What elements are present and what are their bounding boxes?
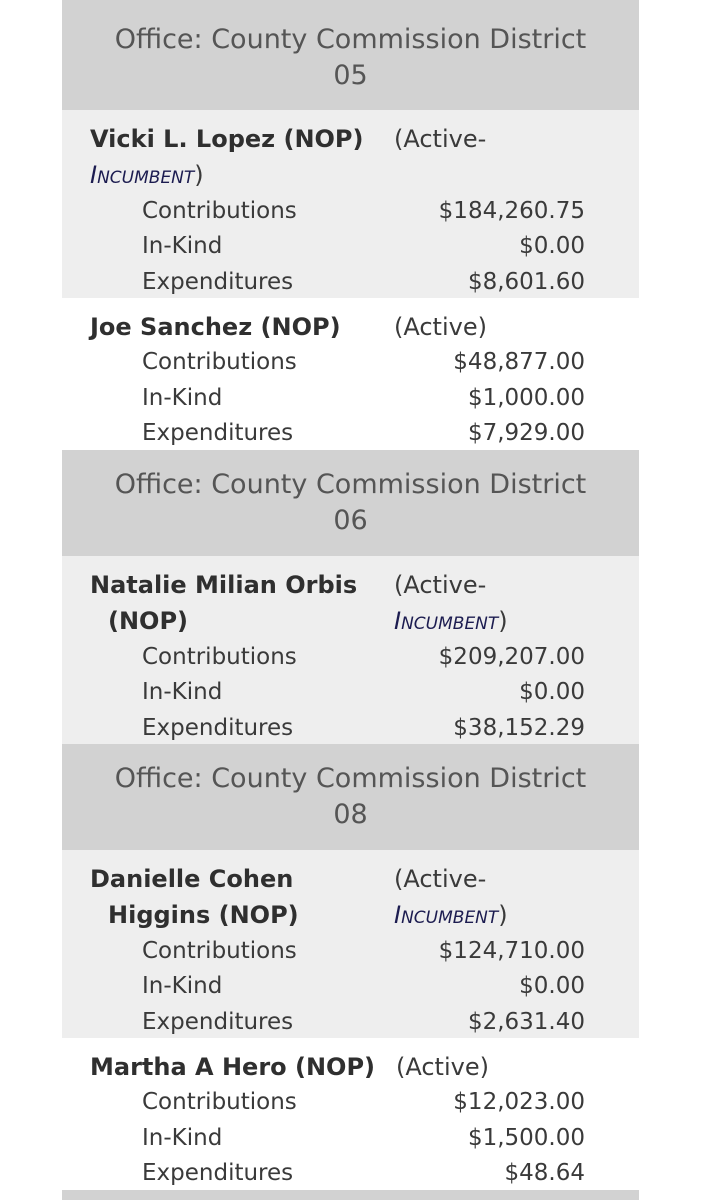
office-district-number: 06 [333, 505, 368, 536]
office-title: Office: County Commission District [114, 24, 587, 55]
contributions-label: Contributions [142, 644, 297, 670]
contributions-label: Contributions [142, 1089, 297, 1115]
candidate-name: Joe Sanchez (NOP) [90, 313, 341, 341]
in-kind-amount: $0.00 [519, 973, 585, 999]
incumbent-tag: Incumbent [394, 607, 499, 635]
expenditures-label: Expenditures [142, 715, 294, 741]
in-kind-amount: $0.00 [519, 679, 585, 705]
in-kind-label: In-Kind [142, 973, 223, 999]
office-header-partial [62, 1190, 639, 1200]
candidate-status-continued: Incumbent) [394, 607, 508, 635]
in-kind-label: In-Kind [142, 385, 223, 411]
incumbent-tag: Incumbent [394, 901, 499, 929]
candidate-status: (Active) [396, 1053, 489, 1081]
in-kind-label: In-Kind [142, 233, 223, 259]
expenditures-label: Expenditures [142, 1160, 294, 1186]
expenditures-amount: $8,601.60 [467, 269, 585, 295]
contributions-amount: $184,260.75 [438, 198, 585, 224]
candidate-name-continued: (NOP) [108, 607, 189, 635]
expenditures-amount: $7,929.00 [467, 420, 585, 446]
in-kind-label: In-Kind [142, 1125, 223, 1151]
contributions-label: Contributions [142, 938, 297, 964]
candidate-status: (Active- [394, 571, 487, 599]
candidate-name-continued: Higgins (NOP) [108, 901, 299, 929]
contributions-amount: $48,877.00 [453, 349, 585, 375]
office-header [62, 4, 639, 110]
expenditures-amount: $48.64 [504, 1160, 585, 1186]
candidate-block [62, 110, 639, 298]
candidate-name: Natalie Milian Orbis [90, 571, 358, 599]
candidate-status-continued: Incumbent) [394, 901, 508, 929]
expenditures-amount: $38,152.29 [453, 715, 585, 741]
candidate-name: Martha A Hero (NOP) [90, 1053, 376, 1081]
in-kind-label: In-Kind [142, 679, 223, 705]
expenditures-amount: $2,631.40 [467, 1009, 585, 1035]
expenditures-label: Expenditures [142, 269, 294, 295]
candidate-status: (Active- [394, 125, 487, 153]
office-header [62, 450, 639, 556]
office-title: Office: County Commission District [114, 763, 587, 794]
contributions-amount: $12,023.00 [453, 1089, 585, 1115]
in-kind-amount: $1,000.00 [467, 385, 585, 411]
in-kind-amount: $1,500.00 [467, 1125, 585, 1151]
candidate-status: (Active) [394, 313, 487, 341]
candidate-block [62, 556, 639, 744]
candidate-name: Vicki L. Lopez (NOP) [90, 125, 364, 153]
contributions-label: Contributions [142, 198, 297, 224]
contributions-amount: $124,710.00 [438, 938, 585, 964]
office-district-number: 05 [333, 60, 368, 91]
incumbent-tag: Incumbent [90, 161, 195, 189]
office-title: Office: County Commission District [114, 469, 587, 500]
contributions-amount: $209,207.00 [438, 644, 585, 670]
candidate-block [62, 1038, 639, 1190]
candidate-status: (Active- [394, 865, 487, 893]
candidate-status-continued: Incumbent) [90, 161, 204, 189]
expenditures-label: Expenditures [142, 420, 294, 446]
candidate-name: Danielle Cohen [90, 865, 294, 893]
office-header [62, 744, 639, 850]
contributions-label: Contributions [142, 349, 297, 375]
candidate-block [62, 298, 639, 450]
in-kind-amount: $0.00 [519, 233, 585, 259]
office-district-number: 08 [333, 799, 368, 830]
expenditures-label: Expenditures [142, 1009, 294, 1035]
candidate-block [62, 850, 639, 1038]
